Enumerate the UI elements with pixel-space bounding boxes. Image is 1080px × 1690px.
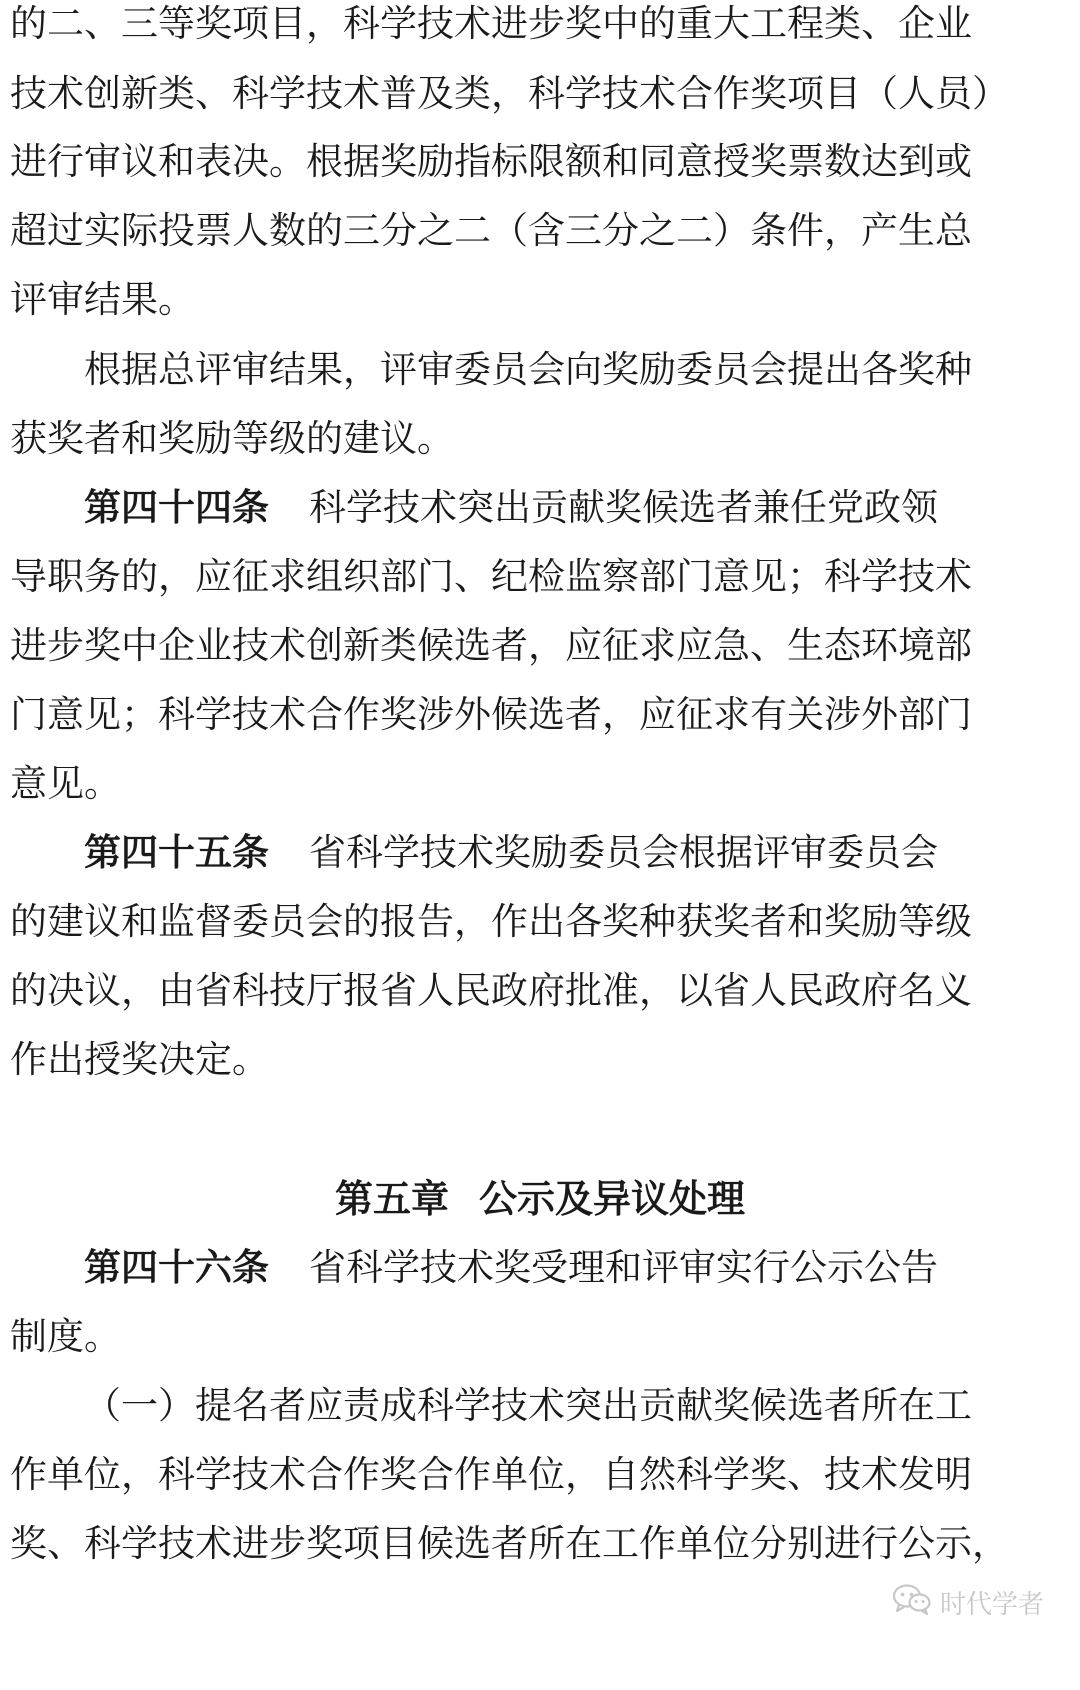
chapter-number: 第五章: [334, 1177, 449, 1221]
wechat-icon: [892, 1583, 932, 1622]
article-45-text: 省科学技术奖励委员会根据评审委员会: [309, 831, 938, 874]
text-line: 导职务的，应征求组织部门、纪检监察部门意见；科学技术: [10, 555, 972, 598]
article-44-text: 科学技术突出贡献奖候选者兼任党政领: [309, 486, 938, 529]
text-line: 的建议和监督委员会的报告，作出各奖种获奖者和奖励等级: [10, 900, 972, 943]
text-line: 进行审议和表决。根据奖励指标限额和同意授奖票数达到或: [10, 140, 972, 183]
text-line: 意见。: [10, 762, 121, 805]
article-46-title: 第四十六条: [84, 1246, 269, 1289]
text-line: 进步奖中企业技术创新类候选者，应征求应急、生态环境部: [10, 624, 972, 667]
text-line: 门意见；科学技术合作奖涉外候选者，应征求有关涉外部门: [10, 693, 972, 736]
text-line: 作出授奖决定。: [10, 1038, 269, 1081]
chapter-heading: [0, 1167, 1080, 1231]
chapter-title: 公示及异议处理: [479, 1177, 746, 1221]
article-46-text: 省科学技术奖受理和评审实行公示公告: [309, 1246, 938, 1289]
text-line: （一）提名者应责成科学技术突出贡献奖候选者所在工: [84, 1384, 972, 1427]
text-line: 根据总评审结果，评审委员会向奖励委员会提出各奖种: [84, 348, 972, 391]
article-45-line: [84, 823, 1070, 883]
text-line: 技术创新类、科学技术普及类，科学技术合作奖项目（人员）: [10, 72, 1009, 115]
text-line: 评审结果。: [10, 278, 195, 321]
text-line: 超过实际投票人数的三分之二（含三分之二）条件，产生总: [10, 209, 972, 252]
watermark: [892, 1584, 1044, 1620]
article-44-line: [84, 478, 1070, 538]
text-line: 获奖者和奖励等级的建议。: [10, 417, 454, 460]
text-line: 的决议，由省科技厅报省人民政府批准，以省人民政府名义: [10, 969, 972, 1012]
text-line: 制度。: [10, 1315, 121, 1358]
text-line: 奖、科学技术进步奖项目候选者所在工作单位分别进行公示，: [10, 1522, 1009, 1565]
article-44-title: 第四十四条: [84, 486, 269, 529]
article-46-line: [84, 1238, 1070, 1298]
watermark-text: 时代学者: [939, 1589, 1044, 1620]
text-line: 作单位，科学技术合作奖合作单位，自然科学奖、技术发明: [10, 1453, 972, 1496]
article-45-title: 第四十五条: [84, 831, 269, 874]
text-line: 的二、三等奖项目，科学技术进步奖中的重大工程类、企业: [10, 2, 972, 45]
